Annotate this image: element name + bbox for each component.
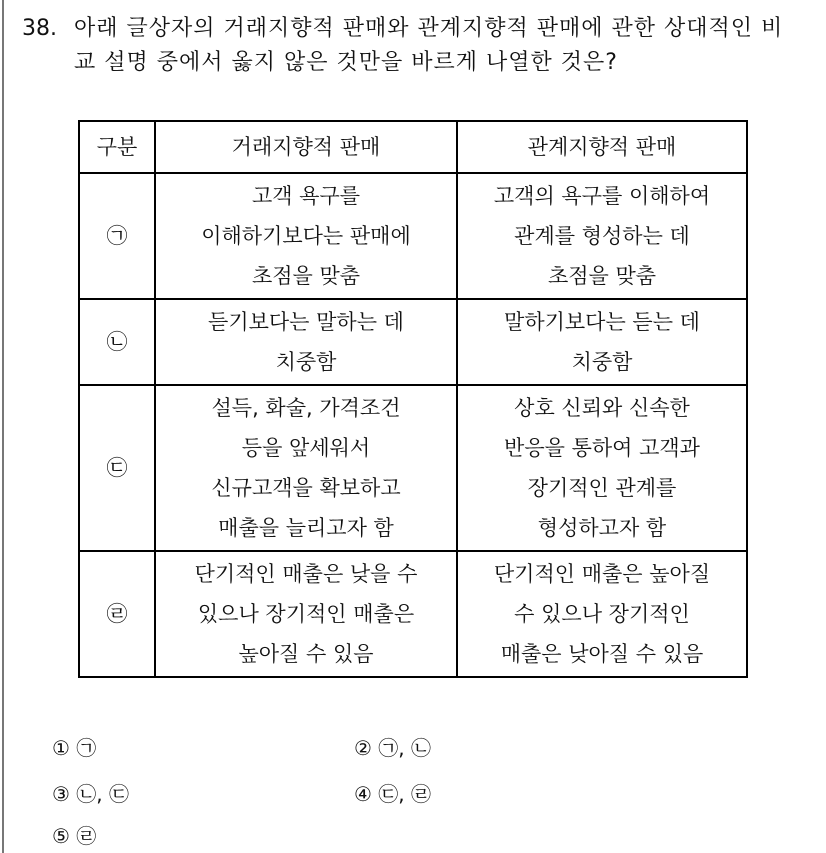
option-text: ㉠ (76, 736, 97, 760)
cell-line: 치중함 (275, 350, 337, 374)
transaction-cell (155, 299, 457, 385)
table-row (79, 299, 747, 385)
option-text: ㉢, ㉣ (378, 782, 432, 806)
cell-line: 수 있으나 장기적인 (514, 602, 690, 626)
cell-line: 매출을 늘리고자 함 (218, 516, 394, 540)
cell-line: 초점을 맞춤 (547, 264, 657, 288)
row-label: ㉢ (79, 385, 155, 551)
cell-line: 치중함 (571, 350, 633, 374)
cell-line: 있으나 장기적인 매출은 (197, 602, 415, 626)
header-relationship: 관계지향적 판매 (457, 121, 747, 173)
table-row (79, 173, 747, 299)
cell-line: 높아질 수 있음 (238, 642, 374, 666)
cell-line: 듣기보다는 말하는 데 (208, 310, 404, 334)
cell-line: 이해하기보다는 판매에 (201, 224, 411, 248)
option-number: ① (52, 736, 70, 760)
table-row (79, 385, 747, 551)
relationship-cell (457, 173, 747, 299)
row-label: ㉡ (79, 299, 155, 385)
relationship-cell (457, 299, 747, 385)
option-number: ④ (354, 782, 372, 806)
row-label: ㉣ (79, 551, 155, 677)
cell-line: 상호 신뢰와 신속한 (514, 396, 690, 420)
header-transaction: 거래지향적 판매 (155, 121, 457, 173)
option-4[interactable] (354, 778, 431, 807)
option-5[interactable] (52, 820, 96, 849)
option-1[interactable] (52, 732, 96, 761)
option-text: ㉡, ㉢ (76, 782, 130, 806)
relationship-cell (457, 385, 747, 551)
row-label: ㉠ (79, 173, 155, 299)
question (22, 12, 802, 80)
comparison-table (78, 120, 748, 678)
transaction-cell (155, 173, 457, 299)
cell-line: 단기적인 매출은 낮을 수 (194, 562, 418, 586)
option-number: ③ (52, 782, 70, 806)
question-text: 아래 글상자의 거래지향적 판매와 관계지향적 판매에 관한 상대적인 비교 설명 중에서 옳지 않은 것만을 바르게 나열한 것은? (74, 16, 784, 75)
cell-line: 반응을 통하여 고객과 (504, 436, 700, 460)
transaction-cell (155, 385, 457, 551)
cell-line: 설득, 화술, 가격조건 (211, 396, 401, 420)
transaction-cell (155, 551, 457, 677)
option-3[interactable] (52, 778, 129, 807)
table-header-row (79, 121, 747, 173)
cell-line: 말하기보다는 듣는 데 (504, 310, 700, 334)
cell-line: 장기적인 관계를 (527, 476, 677, 500)
cell-line: 관계를 형성하는 데 (514, 224, 690, 248)
relationship-cell (457, 551, 747, 677)
table-row (79, 551, 747, 677)
cell-line: 고객 욕구를 (251, 184, 361, 208)
option-2[interactable] (354, 732, 431, 761)
cell-line: 신규고객을 확보하고 (211, 476, 401, 500)
cell-line: 고객의 욕구를 이해하여 (493, 184, 711, 208)
question-number: 38. (22, 16, 57, 41)
cell-line: 단기적인 매출은 높아질 (493, 562, 711, 586)
option-text: ㉠, ㉡ (378, 736, 432, 760)
option-number: ② (354, 736, 372, 760)
header-category: 구분 (79, 121, 155, 173)
cell-line: 형성하고자 함 (537, 516, 667, 540)
option-text: ㉣ (76, 824, 97, 848)
cell-line: 초점을 맞춤 (251, 264, 361, 288)
cell-line: 등을 앞세워서 (241, 436, 371, 460)
option-number: ⑤ (52, 824, 70, 848)
page-left-border (2, 0, 4, 853)
cell-line: 매출은 낮아질 수 있음 (500, 642, 704, 666)
